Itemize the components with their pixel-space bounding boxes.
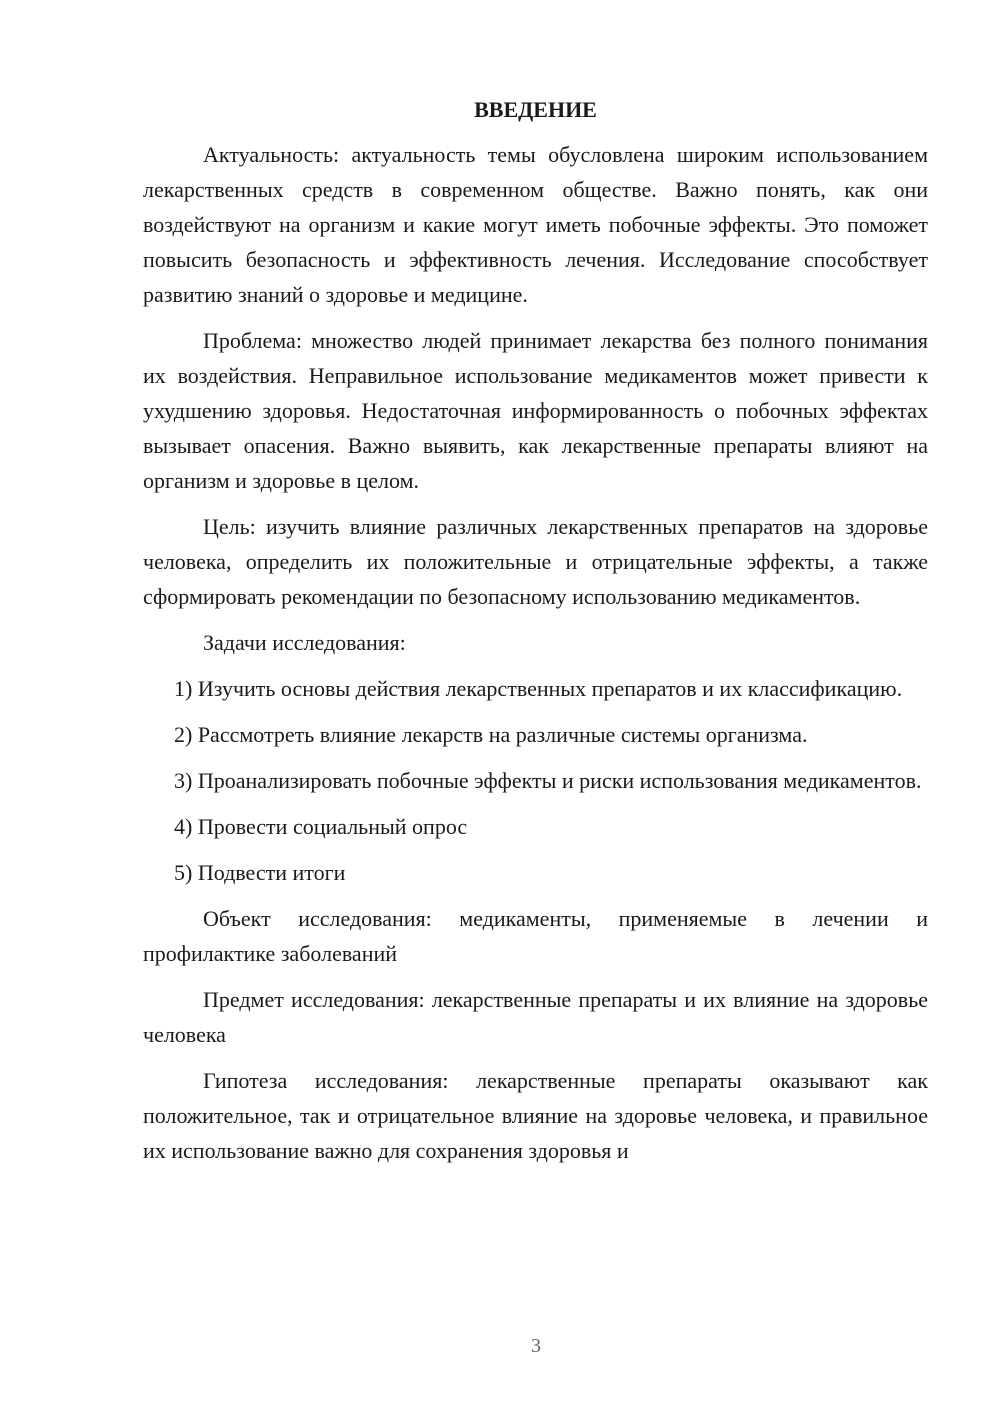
task-item-3: 3) Проанализировать побочные эффекты и риски использования медикаментов. [174,768,922,793]
page-content [143,92,928,1179]
paragraph-goal: Цель: изучить влияние различных лекарственных препаратов на здоровье человека, определить их положительные и отрицательные эффекты, а также сформировать рекомендации по безопасному использованию медикаментов. [143,514,928,609]
task-item-4: 4) Провести социальный опрос [174,814,468,839]
page-number: 3 [531,1335,541,1357]
paragraph-hypothesis: Гипотеза исследования: лекарственные препараты оказывают как положительное, так и отрицательное влияние на здоровье человека, и правильное их использование важно для сохранения здоровья и [143,1068,928,1163]
task-item-1: 1) Изучить основы действия лекарственных препаратов и их классификацию. [174,676,903,701]
paragraph-problem: Проблема: множество людей принимает лекарства без полного понимания их воздействия. Неправильное использование медикаментов может привести к ухудшению здоровья. Недостаточная информированность о побочных эффектах вызывает опасения. Важно выявить, как лекарственные препараты влияют на организм и здоровье в целом. [143,328,928,493]
paragraph-subject: Предмет исследования: лекарственные препараты и их влияние на здоровье человека [143,987,928,1047]
task-item-5: 5) Подвести итоги [174,860,346,885]
task-item-2: 2) Рассмотреть влияние лекарств на различные системы организма. [174,722,808,747]
page-title: ВВЕДЕНИЕ [474,97,597,122]
paragraph-object: Объект исследования: медикаменты, применяемые в лечении и профилактике заболеваний [143,906,928,966]
paragraph-tasks-heading: Задачи исследования: [203,630,406,655]
paragraph-relevance: Актуальность: актуальность темы обусловлена широким использованием лекарственных средств в современном обществе. Важно понять, как они воздействуют на организм и какие могут иметь побочные эффекты. Это поможет повысить безопасность и эффективность лечения. Исследование способствует развитию знаний о здоровье и медицине. [143,142,928,307]
